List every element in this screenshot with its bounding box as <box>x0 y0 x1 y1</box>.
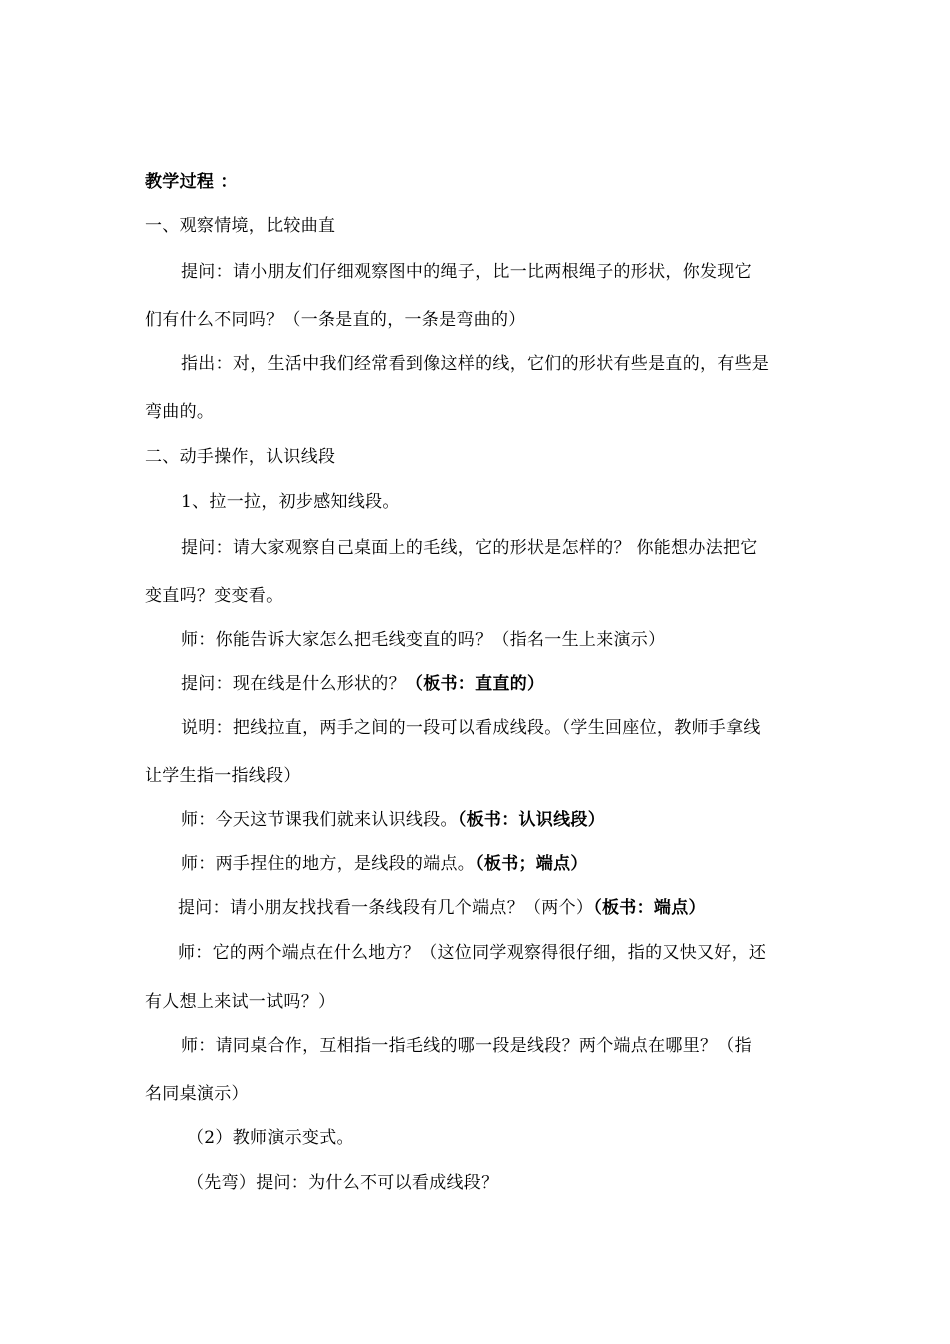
lesson-heading: 教学过程 ： <box>145 172 238 192</box>
paragraph-11-line-1: 师：请同桌合作，互相指一指毛线的哪一段是线段？两个端点在哪里？（指 <box>181 1036 752 1056</box>
paragraph-11-line-2: 名同桌演示） <box>145 1084 249 1104</box>
paragraph-10-line-2: 有人想上来试一试吗？） <box>145 992 336 1012</box>
board-note-4: （板书：端点） <box>593 898 706 918</box>
paragraph-10-line-1: 师：它的两个端点在什么地方？（这位同学观察得很仔细，指的又快又好，还 <box>178 943 767 963</box>
paragraph-8-text: 师：两手捏住的地方，是线段的端点。 <box>181 854 476 874</box>
board-note-1: （板书：直直的） <box>405 674 545 694</box>
paragraph-9-text: 提问：请小朋友找找看一条线段有几个端点？（两个） <box>178 898 594 918</box>
paragraph-3-line-2: 变直吗？变变看。 <box>145 586 284 606</box>
paragraph-5 <box>181 673 544 695</box>
paragraph-9 <box>178 897 706 919</box>
paragraph-1-line-1: 提问：请小朋友们仔细观察图中的绳子，比一比两根绳子的形状，你发现它 <box>181 262 752 282</box>
subsection-1: 1、拉一拉，初步感知线段。 <box>181 492 400 512</box>
paragraph-1-line-2: 们有什么不同吗？（一条是直的，一条是弯曲的） <box>145 310 526 330</box>
section-1-title: 一、观察情境，比较曲直 <box>145 216 336 236</box>
paragraph-2-line-1: 指出：对，生活中我们经常看到像这样的线，它们的形状有些是直的，有些是 <box>181 354 770 374</box>
paragraph-7-text: 师：今天这节课我们就来认识线段。 <box>181 810 458 830</box>
subsection-2: （2）教师演示变式。 <box>187 1128 354 1148</box>
paragraph-6-line-1: 说明：把线拉直，两手之间的一段可以看成线段。（学生回座位，教师手拿线 <box>181 718 761 738</box>
paragraph-3-line-1: 提问：请大家观察自己桌面上的毛线，它的形状是怎样的？ 你能想办法把它 <box>181 538 758 558</box>
paragraph-12: （先弯）提问：为什么不可以看成线段？ <box>187 1173 499 1193</box>
board-note-3: （板书；端点） <box>475 854 588 874</box>
paragraph-6-line-2: 让学生指一指线段） <box>145 766 301 786</box>
section-2-title: 二、动手操作，认识线段 <box>145 447 336 467</box>
paragraph-2-line-2: 弯曲的。 <box>145 402 215 422</box>
paragraph-4: 师：你能告诉大家怎么把毛线变直的吗？（指名一生上来演示） <box>181 630 666 650</box>
paragraph-5-text: 提问：现在线是什么形状的？ <box>181 674 406 694</box>
board-note-2: （板书：认识线段） <box>457 810 606 830</box>
paragraph-7 <box>181 809 605 831</box>
paragraph-8 <box>181 853 588 875</box>
